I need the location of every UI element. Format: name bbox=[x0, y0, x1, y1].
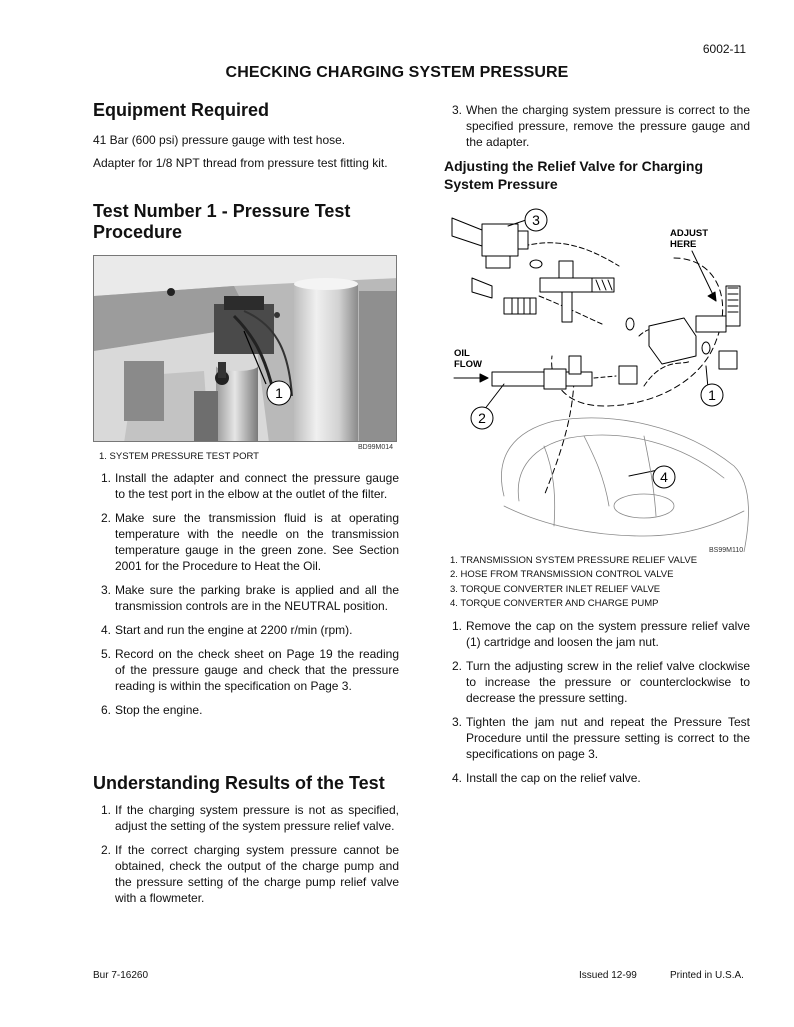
relief-step: 1. Remove the cap on the system pressure relief valve (1) cartridge and loosen the jam nut. bbox=[452, 619, 750, 649]
test-port-photo-image bbox=[94, 256, 397, 442]
test-port-photo bbox=[93, 255, 397, 442]
equipment-item-2: Adapter for 1/8 NPT thread from pressure test fitting kit. bbox=[93, 156, 388, 170]
test1-heading: Test Number 1 - Pressure Test Procedure bbox=[93, 201, 351, 242]
understanding-steps-left bbox=[93, 802, 399, 914]
test1-step: 5. Record on the check sheet on Page 19 the reading of the pressure gauge and check that the pressure reading is within the specification on Page 3. bbox=[101, 647, 399, 693]
equipment-heading: Equipment Required bbox=[93, 100, 270, 120]
equipment-item-1: 41 Bar (600 psi) pressure gauge with test hose. bbox=[93, 133, 346, 147]
diagram-callout-4: 4 bbox=[660, 469, 668, 485]
diagram-callout-3: 3 bbox=[532, 212, 540, 228]
diagram-caption-4: 4. TORQUE CONVERTER AND CHARGE PUMP bbox=[450, 598, 659, 609]
relief-steps bbox=[444, 618, 750, 794]
photo-callout-1: 1 bbox=[275, 385, 283, 401]
diagram-callout-2: 2 bbox=[478, 410, 486, 426]
photo-caption: 1. SYSTEM PRESSURE TEST PORT bbox=[99, 451, 259, 462]
understanding-step: 1. If the charging system pressure is not as specified, adjust the setting of the system pressure relief valve. bbox=[101, 803, 399, 833]
page-number: 6002-11 bbox=[702, 42, 746, 56]
diagram-caption-2: 2. HOSE FROM TRANSMISSION CONTROL VALVE bbox=[450, 569, 674, 580]
relief-step: 4. Install the cap on the relief valve. bbox=[452, 771, 641, 785]
test1-step: 3. Make sure the parking brake is applied and all the transmission controls are in the NEUTRAL position. bbox=[101, 583, 399, 613]
relief-step: 3. Tighten the jam nut and repeat the Pressure Test Procedure until the pressure setting is correct to the specifications on page 3. bbox=[452, 715, 750, 761]
diagram-caption-1: 1. TRANSMISSION SYSTEM PRESSURE RELIEF VALVE bbox=[450, 555, 698, 566]
test1-steps bbox=[93, 470, 399, 726]
oil-flow-label-line1: OIL bbox=[454, 348, 470, 359]
test1-step: 1. Install the adapter and connect the pressure gauge to the test port in the elbow at the outlet of the filter. bbox=[101, 471, 399, 501]
understanding-steps-right bbox=[444, 102, 750, 158]
adjust-label-line1: ADJUST bbox=[670, 228, 709, 239]
photo-code: BD99M014 bbox=[358, 444, 394, 451]
footer-issued: Issued 12-99 bbox=[579, 970, 637, 981]
understanding-heading: Understanding Results of the Test bbox=[93, 773, 385, 793]
test1-step: 2. Make sure the transmission fluid is at operating temperature with the needle on the transmission temperature gauge in the green zone. See Section 2001 for the Procedure to Heat the Oil. bbox=[101, 511, 399, 573]
test1-step: 6. Stop the engine. bbox=[101, 703, 203, 717]
relief-heading: Adjusting the Relief Valve for Charging System Pressure bbox=[444, 158, 704, 192]
understanding-step: 3. When the charging system pressure is correct to the specified pressure, remove the pressure gauge and the adapter. bbox=[452, 103, 750, 149]
footer-printed: Printed in U.S.A. bbox=[670, 970, 744, 981]
understanding-step: 2. If the correct charging system pressure cannot be obtained, check the output of the charge pump and the pressure setting of the charge pump relief valve with a flowmeter. bbox=[101, 843, 399, 905]
test1-step: 4. Start and run the engine at 2200 r/min (rpm). bbox=[101, 623, 353, 637]
footer-document-number: Bur 7-16260 bbox=[93, 970, 149, 981]
relief-valve-diagram-image bbox=[444, 206, 754, 552]
adjust-label-line2: HERE bbox=[670, 239, 697, 250]
oil-flow-label-line2: FLOW bbox=[454, 359, 482, 370]
page-title: CHECKING CHARGING SYSTEM PRESSURE bbox=[225, 64, 569, 81]
diagram-code: BS99M110 bbox=[709, 547, 744, 554]
relief-step: 2. Turn the adjusting screw in the relief valve clockwise to increase the pressure or counterclockwise to decrease the pressure setting. bbox=[452, 659, 750, 705]
relief-valve-diagram bbox=[444, 206, 754, 552]
diagram-caption-3: 3. TORQUE CONVERTER INLET RELIEF VALVE bbox=[450, 584, 661, 595]
diagram-callout-1: 1 bbox=[708, 387, 716, 403]
